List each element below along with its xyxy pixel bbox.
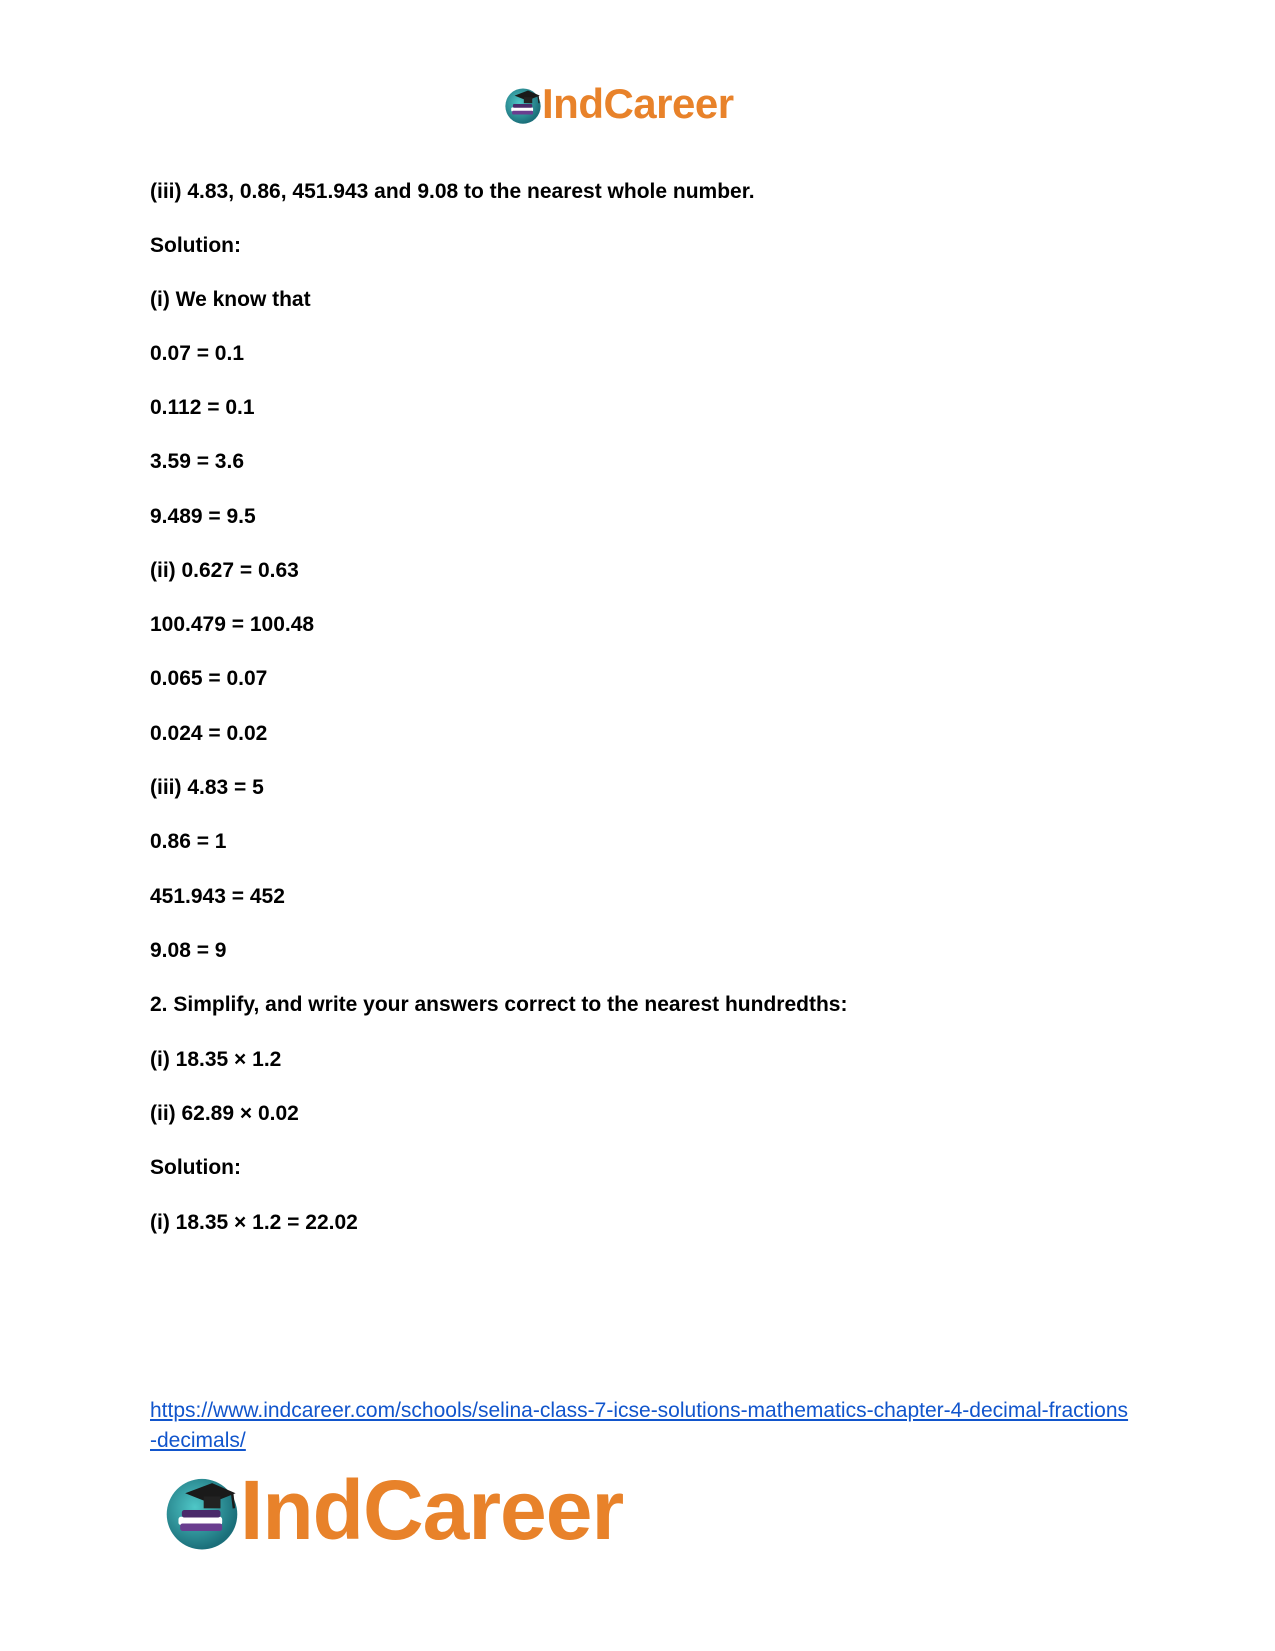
text-line: 451.943 = 452	[150, 885, 285, 908]
text-line: 9.08 = 9	[150, 939, 227, 962]
text-line: (iii) 4.83 = 5	[150, 776, 264, 799]
header-logo	[502, 80, 734, 128]
graduation-cap-books-globe-icon	[160, 1468, 244, 1552]
text-line: 0.86 = 1	[150, 830, 227, 853]
footer-logo	[160, 1463, 624, 1557]
source-link[interactable]: https://www.indcareer.com/schools/selina-class-7-icse-solutions-mathematics-chapter-4-decimal-fractions-decimals/	[150, 1399, 1129, 1452]
brand-wordmark: IndCareer	[240, 1463, 624, 1557]
brand-wordmark: IndCareer	[542, 80, 734, 127]
text-line: (i) We know that	[150, 288, 311, 311]
text-line: 0.065 = 0.07	[150, 667, 268, 690]
graduation-cap-books-globe-icon	[502, 83, 544, 125]
text-line: 0.07 = 0.1	[150, 342, 244, 365]
text-line: 3.59 = 3.6	[150, 450, 244, 473]
footer-url	[150, 1396, 1130, 1456]
text-line: 9.489 = 9.5	[150, 505, 256, 528]
text-line: 0.112 = 0.1	[150, 396, 255, 419]
text-line: Solution:	[150, 234, 241, 257]
text-line: (iii) 4.83, 0.86, 451.943 and 9.08 to the nearest whole number.	[150, 180, 755, 203]
text-line: (ii) 62.89 × 0.02	[150, 1102, 299, 1125]
text-line: 2. Simplify, and write your answers correct to the nearest hundredths:	[150, 993, 848, 1016]
text-line: (i) 18.35 × 1.2	[150, 1048, 282, 1071]
text-line: 100.479 = 100.48	[150, 613, 315, 636]
text-line: 0.024 = 0.02	[150, 722, 268, 745]
text-line: (ii) 0.627 = 0.63	[150, 559, 299, 582]
text-line: Solution:	[150, 1156, 241, 1179]
text-line: (i) 18.35 × 1.2 = 22.02	[150, 1211, 358, 1234]
